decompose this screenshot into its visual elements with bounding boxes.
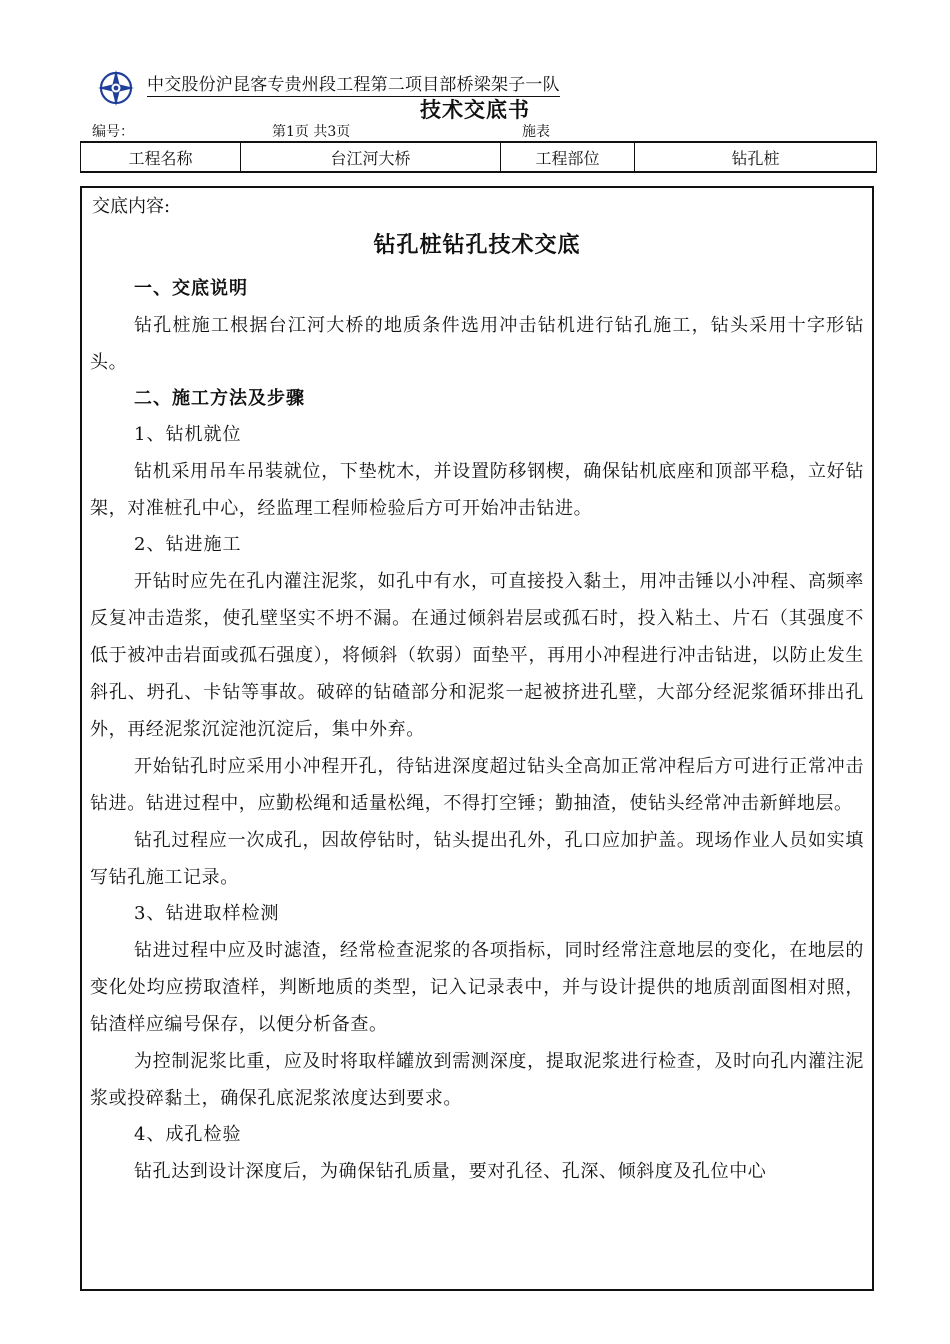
step-title: 1、钻机就位 xyxy=(134,424,242,445)
paragraph: 钻孔桩施工根据台江河大桥的地质条件选用冲击钻机进行钻孔施工，钻头采用十字形钻头。 xyxy=(90,315,864,373)
project-part-value: 钻孔桩 xyxy=(635,142,877,172)
step-title: 4、成孔检验 xyxy=(134,1124,242,1145)
paragraph: 为控制泥浆比重，应及时将取样罐放到需测深度，提取泥浆进行检查，及时向孔内灌注泥浆或投碎黏土，确保孔底泥浆浓度达到要求。 xyxy=(90,1051,864,1109)
paragraph: 钻进过程中应及时滤渣，经常检查泥浆的各项指标，同时经常注意地层的变化，在地层的变化处均应捞取渣样，判断地质的类型，记入记录表中，并与设计提供的地质剖面图相对照，钻渣样应编号保存，以便分析备查。 xyxy=(90,940,864,1035)
content-title: 钻孔桩钻孔技术交底 xyxy=(373,232,581,258)
paragraph: 开钻时应先在孔内灌注泥浆，如孔中有水，可直接投入黏土，用冲击锤以小冲程、高频率反复冲击造浆，使孔壁坚实不坍不漏。在通过倾斜岩层或孤石时，投入粘土、片石（其强度不低于被冲击岩面或孤石强度），将倾斜（软弱）面垫平，再用小冲程进行冲击钻进，以防止发生斜孔、坍孔、卡钻等事故。破碎的钻碴部分和泥浆一起被挤进孔壁，大部分经泥浆循环排出孔外，再经泥浆沉淀池沉淀后，集中外弃。 xyxy=(90,571,864,740)
project-info-table xyxy=(80,141,877,173)
paragraph: 钻机采用吊车吊装就位，下垫枕木，并设置防移钢楔，确保钻机底座和顶部平稳，立好钻架，对准桩孔中心，经监理工程师检验后方可开始冲击钻进。 xyxy=(90,461,864,519)
project-part-label: 工程部位 xyxy=(501,142,635,172)
page-info: 第1页 共3页 xyxy=(272,124,351,140)
organization-name: 中交股份沪昆客专贵州段工程第二项目部桥梁架子一队 xyxy=(147,70,560,97)
document-title: 技术交底书 xyxy=(420,97,530,122)
paragraph: 钻孔过程应一次成孔，因故停钻时，钻头提出孔外，孔口应加护盖。现场作业人员如实填写钻孔施工记录。 xyxy=(90,830,864,888)
step-title: 3、钻进取样检测 xyxy=(134,903,280,924)
step-title: 2、钻进施工 xyxy=(134,534,242,555)
document-code-label: 编号： xyxy=(92,124,134,140)
form-label: 施表 xyxy=(522,124,550,140)
section-heading: 二、施工方法及步骤 xyxy=(134,388,305,409)
content-box xyxy=(80,186,874,1291)
project-name-value: 台江河大桥 xyxy=(241,142,501,172)
content-label: 交底内容: xyxy=(92,196,171,217)
project-name-label: 工程名称 xyxy=(81,142,241,172)
paragraph: 钻孔达到设计深度后，为确保钻孔质量，要对孔径、孔深、倾斜度及孔位中心 xyxy=(134,1161,767,1182)
paragraph: 开始钻孔时应采用小冲程开孔，待钻进深度超过钻头全高加正常冲程后方可进行正常冲击钻进。钻进过程中，应勤松绳和适量松绳，不得打空锤；勤抽渣，使钻头经常冲击新鲜地层。 xyxy=(90,756,864,814)
section-heading: 一、交底说明 xyxy=(134,278,248,299)
project-info-row xyxy=(81,142,877,172)
